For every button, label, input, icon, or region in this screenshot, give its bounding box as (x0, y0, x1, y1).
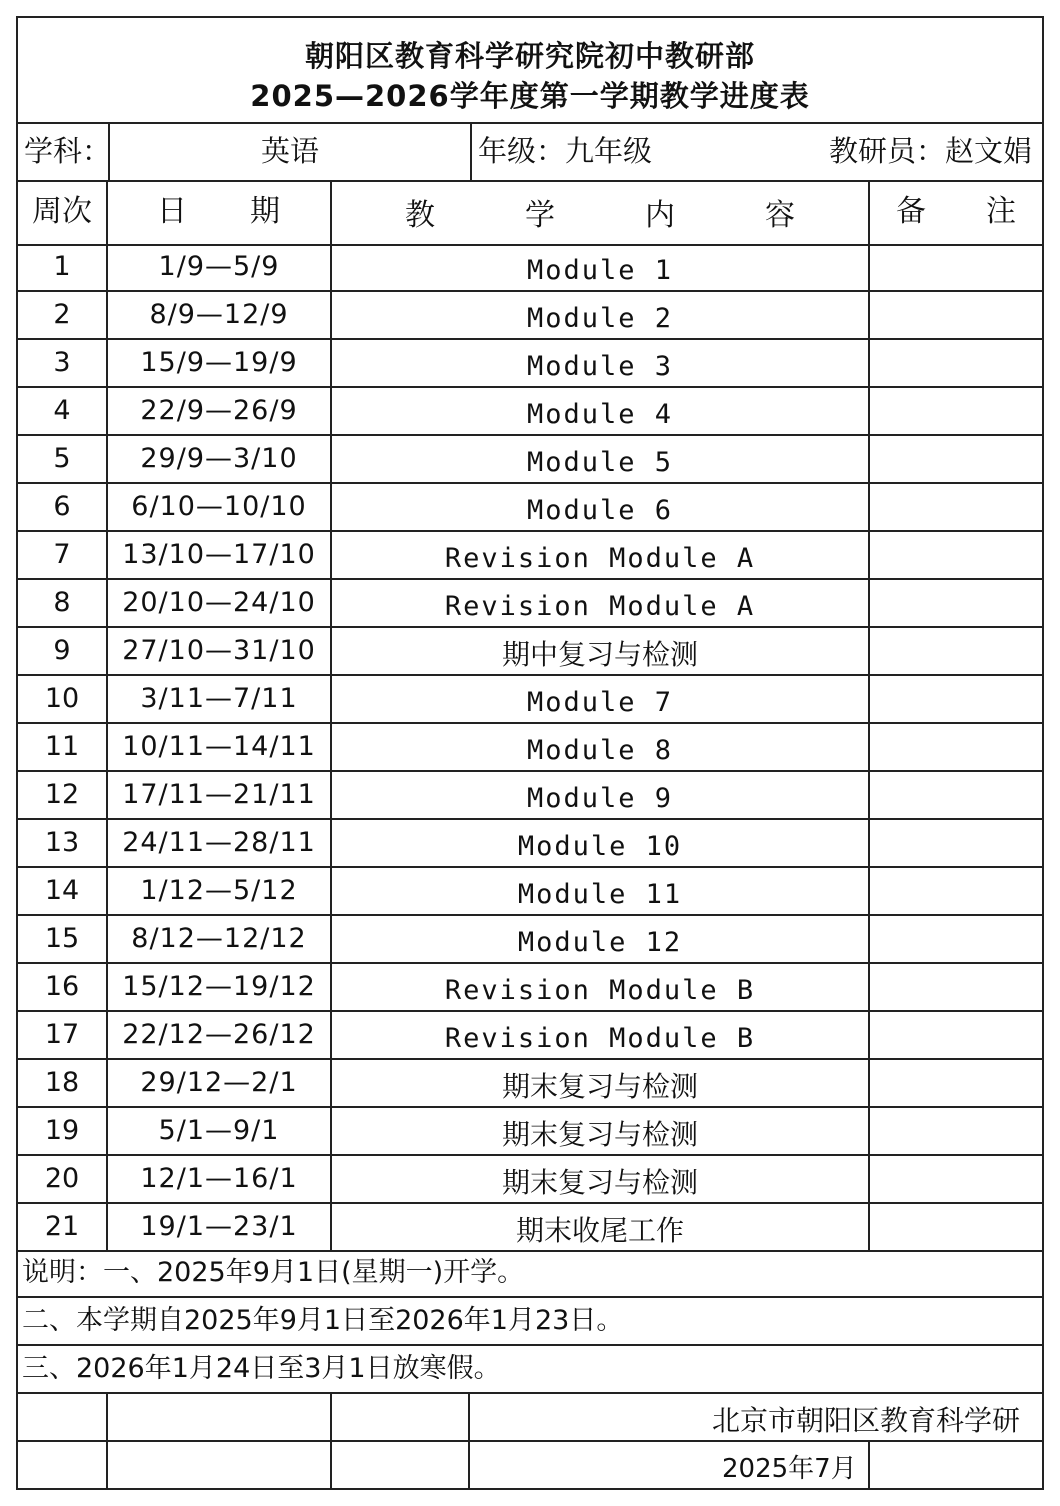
date-cell: 15/12—19/12 (122, 971, 316, 1002)
date-cell: 15/9—19/9 (140, 347, 298, 378)
document-title (18, 18, 1042, 124)
content-cell: Module 7 (526, 687, 674, 718)
schedule-sheet (16, 16, 1044, 1490)
content-cell: Module 3 (526, 351, 674, 382)
note-cell (870, 820, 1042, 866)
table-row (18, 340, 1042, 388)
week-cell: 13 (44, 827, 80, 858)
table-row (18, 676, 1042, 724)
content-cell: Module 5 (526, 447, 674, 478)
content-cell: Module 1 (526, 255, 674, 286)
date-cell: 13/10—17/10 (122, 539, 316, 570)
grid-line (106, 1394, 108, 1490)
date-cell: 29/12—2/1 (140, 1067, 298, 1098)
signature-block (18, 1394, 1042, 1490)
content-cell: 期末收尾工作 (515, 1214, 684, 1247)
table-row (18, 964, 1042, 1012)
table-row (18, 1060, 1042, 1108)
date-cell: 8/9—12/9 (149, 299, 289, 330)
date-cell: 3/11—7/11 (140, 683, 298, 714)
signature-org: 北京市朝阳区教育科学研 (712, 1404, 1021, 1437)
grid-line (330, 180, 332, 1250)
content-cell: 期中复习与检测 (501, 638, 698, 671)
date-cell: 17/11—21/11 (122, 779, 316, 810)
note-cell (870, 724, 1042, 770)
note-cell (870, 532, 1042, 578)
note-cell (870, 916, 1042, 962)
table-row (18, 628, 1042, 676)
week-cell: 20 (44, 1163, 80, 1194)
note-cell (870, 388, 1042, 434)
week-cell: 7 (53, 539, 71, 570)
date-cell: 19/1—23/1 (140, 1211, 298, 1242)
date-cell: 1/9—5/9 (158, 251, 280, 282)
date-cell: 22/9—26/9 (140, 395, 298, 426)
note-cell (870, 1012, 1042, 1058)
week-cell: 5 (53, 443, 71, 474)
content-cell: Module 10 (517, 831, 683, 862)
table-row (18, 388, 1042, 436)
date-cell: 12/1—16/1 (140, 1163, 298, 1194)
table-header (18, 180, 1042, 246)
grid-line (106, 180, 108, 1250)
week-cell: 18 (44, 1067, 80, 1098)
grid-line (468, 1394, 470, 1490)
info-row (18, 122, 1042, 182)
table-row (18, 916, 1042, 964)
grid-line (868, 180, 870, 1250)
grid-line (18, 1440, 1042, 1442)
signature-date: 2025年7月 (722, 1454, 857, 1484)
content-cell: Module 8 (526, 735, 674, 766)
week-cell: 16 (44, 971, 80, 1002)
week-cell: 17 (44, 1019, 80, 1050)
table-row (18, 532, 1042, 580)
date-cell: 1/12—5/12 (140, 875, 298, 906)
note-line-2: 二、本学期自2025年9月1日至2026年1月23日。 (18, 1298, 1042, 1346)
grid-line (330, 1394, 332, 1490)
week-cell: 19 (44, 1115, 80, 1146)
note-cell (870, 964, 1042, 1010)
note-cell (870, 436, 1042, 482)
week-cell: 14 (44, 875, 80, 906)
content-cell: Module 12 (517, 927, 683, 958)
schedule-rows (18, 244, 1042, 1252)
table-row (18, 820, 1042, 868)
researcher-label: 教研员：赵文娟 (828, 134, 1032, 168)
note-cell (870, 484, 1042, 530)
note-cell (870, 1060, 1042, 1106)
content-cell: 期末复习与检测 (501, 1070, 698, 1103)
content-cell: 期末复习与检测 (501, 1166, 698, 1199)
header-content: 教 学 内 容 (405, 198, 795, 233)
table-row (18, 724, 1042, 772)
date-cell: 29/9—3/10 (140, 443, 298, 474)
title-line-1: 朝阳区教育科学研究院初中教研部 (304, 39, 755, 73)
week-cell: 2 (53, 299, 71, 330)
note-line-1: 说明：一、2025年9月1日(星期一)开学。 (18, 1250, 1042, 1298)
content-cell: 期末复习与检测 (501, 1118, 698, 1151)
subject-label: 学科： (24, 134, 112, 168)
table-row (18, 1012, 1042, 1060)
table-row (18, 244, 1042, 292)
content-cell: Revision Module B (444, 975, 756, 1006)
header-date: 日 期 (157, 194, 281, 229)
grade-label: 年级：九年级 (470, 122, 1038, 180)
note-cell (870, 1204, 1042, 1250)
week-cell: 9 (53, 635, 71, 666)
note-line-3: 三、2026年1月24日至3月1日放寒假。 (18, 1346, 1042, 1394)
note-cell (870, 868, 1042, 914)
header-note: 备 注 (896, 194, 1016, 229)
note-cell (870, 292, 1042, 338)
notes-section (18, 1250, 1042, 1394)
table-row (18, 772, 1042, 820)
note-cell (870, 1156, 1042, 1202)
table-row (18, 580, 1042, 628)
content-cell: Revision Module A (444, 591, 756, 622)
week-cell: 15 (44, 923, 80, 954)
date-cell: 20/10—24/10 (122, 587, 316, 618)
date-cell: 22/12—26/12 (122, 1019, 316, 1050)
table-row (18, 1204, 1042, 1252)
table-row (18, 484, 1042, 532)
note-cell (870, 772, 1042, 818)
week-cell: 1 (53, 251, 71, 282)
note-cell (870, 1108, 1042, 1154)
date-cell: 8/12—12/12 (131, 923, 307, 954)
note-cell (870, 244, 1042, 290)
table-row (18, 292, 1042, 340)
week-cell: 8 (53, 587, 71, 618)
week-cell: 6 (53, 491, 71, 522)
week-cell: 21 (44, 1211, 80, 1242)
header-week: 周次 (32, 194, 92, 229)
content-cell: Module 6 (526, 495, 674, 526)
date-cell: 10/11—14/11 (122, 731, 316, 762)
content-cell: Revision Module A (444, 543, 756, 574)
date-cell: 5/1—9/1 (158, 1115, 280, 1146)
content-cell: Revision Module B (444, 1023, 756, 1054)
note-cell (870, 580, 1042, 626)
week-cell: 4 (53, 395, 71, 426)
week-cell: 11 (44, 731, 80, 762)
title-line-2: 2025—2026学年度第一学期教学进度表 (250, 79, 810, 113)
table-row (18, 1108, 1042, 1156)
week-cell: 12 (44, 779, 80, 810)
table-row (18, 436, 1042, 484)
date-cell: 6/10—10/10 (131, 491, 307, 522)
table-row (18, 1156, 1042, 1204)
content-cell: Module 9 (526, 783, 674, 814)
date-cell: 27/10—31/10 (122, 635, 316, 666)
note-cell (870, 628, 1042, 674)
week-cell: 3 (53, 347, 71, 378)
week-cell: 10 (44, 683, 80, 714)
date-cell: 24/11—28/11 (122, 827, 316, 858)
table-row (18, 868, 1042, 916)
subject-value: 英语 (108, 122, 470, 180)
content-cell: Module 2 (526, 303, 674, 334)
grid-line (868, 1442, 870, 1490)
content-cell: Module 11 (517, 879, 683, 910)
note-cell (870, 676, 1042, 722)
content-cell: Module 4 (526, 399, 674, 430)
note-cell (870, 340, 1042, 386)
